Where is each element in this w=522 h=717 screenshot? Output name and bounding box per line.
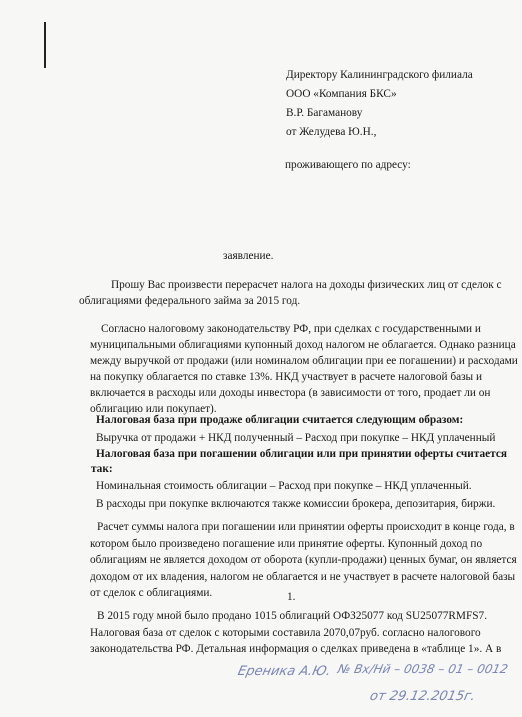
legal-paragraph: [90, 321, 518, 417]
redemption-heading-cont: так:: [91, 463, 113, 475]
calc-line: от сделок с облигациями.: [90, 587, 213, 599]
legal-line: на покупку облагается по ставке 13%. НКД участвует в расчете налоговой базы и: [90, 371, 483, 383]
intro-paragraph: [79, 277, 502, 309]
section-number: 1.: [287, 591, 296, 603]
header-address-label: проживающего по адресу:: [285, 159, 411, 171]
redemption-note: В расходы при покупке включаются также комиссии брокера, депозитария, биржи.: [96, 498, 496, 510]
intro-line: облигациями федерального займа за 2015 год.: [79, 295, 301, 307]
calc-line: доходом от их владения, налогом не облагается и не участвует в расчете налоговой базы: [90, 570, 516, 583]
intro-line: Прошу Вас произвести перерасчет налога на доходы физических лиц от сделок с: [111, 279, 502, 291]
redemption-heading: Налоговая база при погашении облигации или при принятии оферты считается: [96, 448, 507, 460]
header-recipient-company: ООО «Компания БКС»: [286, 88, 397, 100]
legal-line: Согласно налоговому законодательству РФ, при сделках с государственными и: [101, 323, 481, 335]
calc-line: облигациям не является доходом от оборота (купли-продажи) ценных бумаг, он является: [90, 554, 517, 566]
section1-line: Налоговая база от сделок с которыми составила 2070,07руб. согласно налогового: [90, 626, 481, 639]
section1-line: законодательства РФ. Детальная информация о сделках приведена в «таблице 1». А в: [90, 643, 502, 655]
handwritten-registration: № Вх/Нй – 0038 – 01 – 0012: [336, 662, 510, 676]
calc-line: Расчет суммы налога при погашении или принятии оферты происходит в конце года, в: [97, 521, 515, 533]
header-recipient-title: Директору Калининградского филиала: [286, 69, 473, 81]
section1-line: В 2015 году мной было продано 1015 облигаций ОФЗ25077 код SU25077RMFS7.: [97, 610, 488, 622]
handwritten-signature: Ереника А.Ю.: [236, 664, 333, 679]
sale-formula: Выручка от продажи + НКД полученный – Расход при покупке – НКД уплаченный: [96, 432, 496, 444]
section1-paragraph: [90, 608, 502, 658]
sale-heading: Налоговая база при продаже облигации считается следующим образом:: [96, 414, 464, 426]
legal-line: муниципальными облигациями купонный доход налогом не облагается. Однако разница: [90, 339, 516, 351]
legal-line: включается в расходы или доходы инвестора (в зависимости от того, продает ли он: [90, 387, 491, 399]
document-title: заявление.: [223, 250, 274, 262]
calc-line: котором было произведено погашение или принятие оферты. Купонный доход по: [90, 537, 483, 550]
legal-line: между выручкой от продажи (или номиналом облигации при ее погашении) и расходами: [90, 355, 518, 367]
margin-pen-mark: [44, 22, 46, 68]
legal-line: облигацию или покупает).: [90, 403, 217, 415]
handwritten-date: от 29.12.2015г.: [368, 689, 477, 704]
header-sender: от Желудева Ю.Н.,: [286, 126, 377, 138]
header-recipient-name: В.Р. Багаманову: [286, 107, 363, 119]
redemption-formula: Номинальная стоимость облигации – Расход при покупке – НКД уплаченный.: [96, 480, 472, 492]
